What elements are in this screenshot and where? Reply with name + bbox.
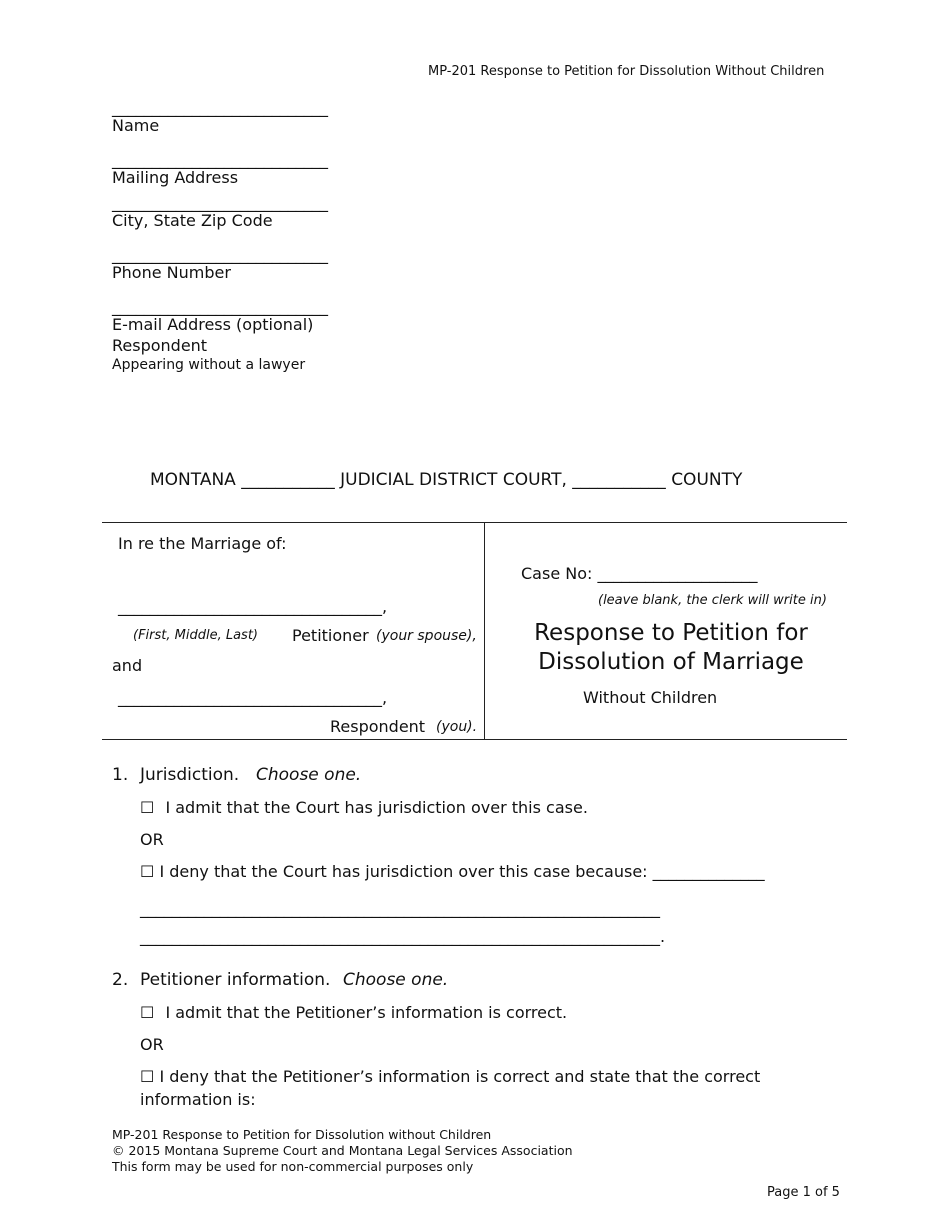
petitioner-info-deny-text-cont: information is: [140, 1090, 256, 1109]
petitioner-label: Petitioner [292, 626, 369, 645]
email-blank[interactable]: ___________________________ [112, 297, 328, 316]
phone-blank[interactable]: ___________________________ [112, 245, 328, 264]
and-label: and [112, 656, 143, 675]
jurisdiction-deny-text: I deny that the Court has jurisdiction over this case because: ______________ [159, 862, 765, 881]
section-1-instruction: Choose one. [256, 765, 362, 785]
section-1-or: OR [140, 830, 164, 849]
section-2-title: Petitioner information. [140, 970, 331, 990]
footer-form-title: MP-201 Response to Petition for Dissolution without Children [112, 1127, 492, 1142]
name-hint: (First, Middle, Last) [133, 628, 258, 643]
respondent-role: Respondent [112, 336, 208, 355]
section-1-title: Jurisdiction. [140, 765, 240, 785]
city-state-zip-blank[interactable]: ___________________________ [112, 193, 328, 212]
city-state-zip-label: City, State Zip Code [112, 211, 273, 230]
petitioner-info-deny-checkbox[interactable]: ☐ [140, 1067, 155, 1086]
name-blank[interactable]: ___________________________ [112, 98, 328, 117]
document-title-line1: Response to Petition for [534, 620, 808, 646]
caption-top-rule [102, 522, 847, 523]
page-number: Page 1 of 5 [767, 1185, 840, 1200]
section-1-number: 1. [112, 765, 129, 785]
in-re-label: In re the Marriage of: [118, 534, 287, 553]
jurisdiction-admit-checkbox[interactable]: ☐ [140, 798, 155, 817]
petitioner-name-blank[interactable]: _________________________________, [118, 597, 388, 616]
caption-bottom-rule [102, 739, 847, 740]
petitioner-info-deny-option[interactable] [140, 1067, 760, 1086]
jurisdiction-admit-option[interactable] [140, 798, 588, 817]
footer-copyright: © 2015 Montana Supreme Court and Montana Legal Services Association [112, 1143, 573, 1158]
case-number-hint: (leave blank, the clerk will write in) [598, 593, 827, 608]
mailing-address-label: Mailing Address [112, 168, 239, 187]
petitioner-info-admit-text: I admit that the Petitioner’s information is correct. [165, 1003, 568, 1022]
jurisdiction-reason-line-2[interactable]: _________________________________________________________________. [140, 927, 666, 946]
mailing-address-blank[interactable]: ___________________________ [112, 150, 328, 169]
jurisdiction-deny-checkbox[interactable]: ☐ [140, 862, 155, 881]
jurisdiction-reason-line-1[interactable]: _________________________________________________________________ [140, 899, 660, 918]
petitioner-info-admit-option[interactable] [140, 1003, 567, 1022]
section-2-or: OR [140, 1035, 164, 1054]
respondent-hint: (you). [436, 719, 478, 735]
caption-divider [484, 522, 485, 740]
respondent-label: Respondent [330, 717, 426, 736]
footer-usage-note: This form may be used for non-commercial purposes only [112, 1159, 474, 1174]
document-title-line2: Dissolution of Marriage [538, 649, 804, 675]
jurisdiction-admit-text: I admit that the Court has jurisdiction over this case. [165, 798, 588, 817]
jurisdiction-deny-option[interactable] [140, 862, 765, 881]
section-2-number: 2. [112, 970, 129, 990]
phone-label: Phone Number [112, 263, 231, 282]
document-subtitle: Without Children [583, 688, 718, 707]
appearing-note: Appearing without a lawyer [112, 357, 306, 373]
petitioner-info-admit-checkbox[interactable]: ☐ [140, 1003, 155, 1022]
form-header-title: MP-201 Response to Petition for Dissolution Without Children [428, 64, 825, 79]
name-label: Name [112, 116, 160, 135]
petitioner-info-deny-text: I deny that the Petitioner’s information is correct and state that the correct [159, 1067, 761, 1086]
court-line: MONTANA ___________ JUDICIAL DISTRICT COURT, ___________ COUNTY [150, 470, 743, 490]
respondent-name-blank[interactable]: _________________________________, [118, 688, 388, 707]
petitioner-hint: (your spouse), [376, 628, 477, 644]
section-2-instruction: Choose one. [343, 970, 449, 990]
email-label: E-mail Address (optional) [112, 315, 314, 334]
case-number-field[interactable]: Case No: ____________________ [521, 564, 758, 583]
